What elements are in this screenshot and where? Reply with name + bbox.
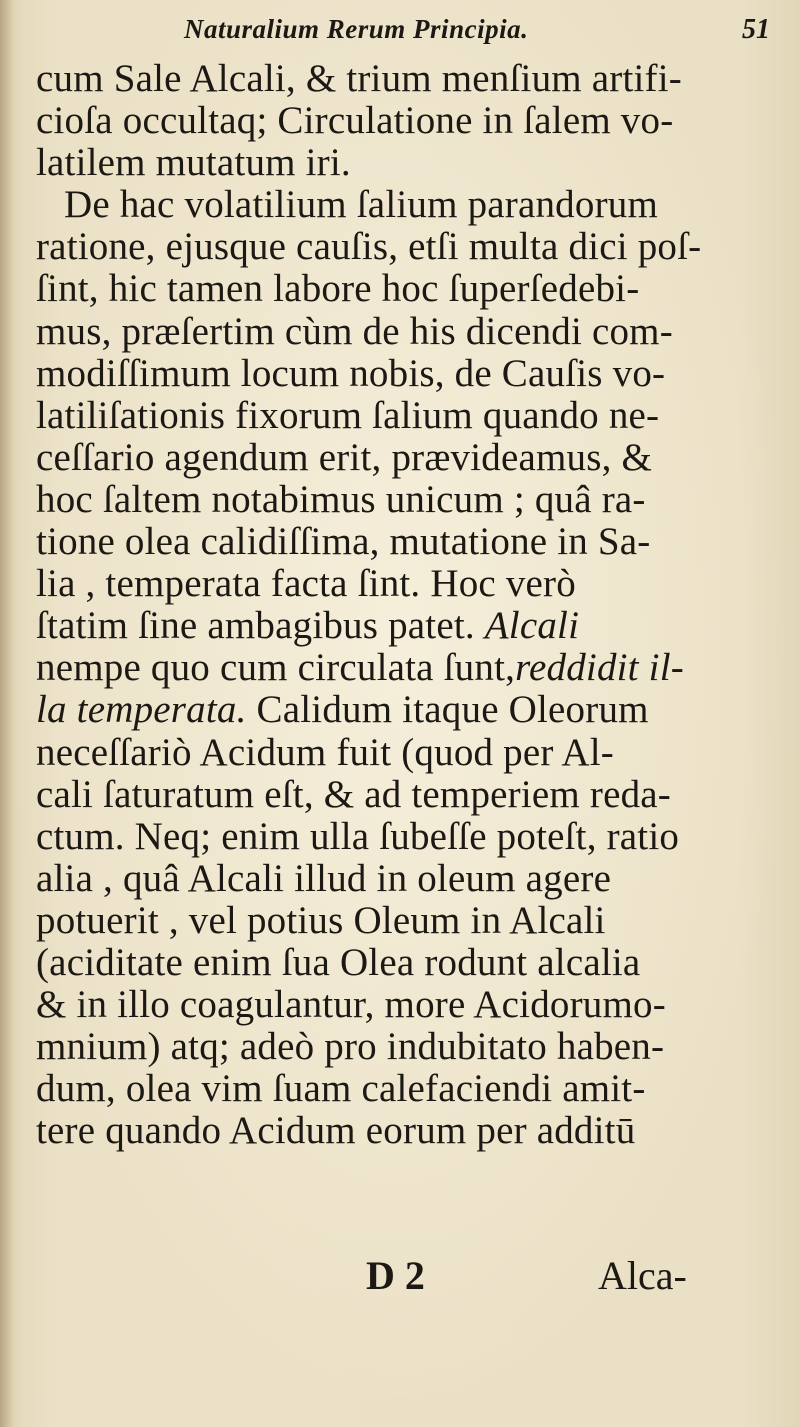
text-segment: nempe quo cum circulata ſunt, [36,647,516,690]
text-line: potuerit , vel potius Oleum in Alcali [36,899,606,942]
text-line: cum Sale Alcali, & trium menſium artifi- [36,58,682,100]
text-line: tere quando Acidum eorum per additū [36,1110,636,1153]
text-line: neceſſariò Acidum fuit (quod per Al- [36,731,614,774]
gutter-shadow [0,0,14,1427]
text-line: alia , quâ Alcali illud in oleum agere [36,857,612,900]
text-line: cali ſaturatum eſt, & ad temperiem reda- [36,773,671,816]
text-line: modiſſimum locum nobis, de Cauſis vo- [36,352,666,395]
page-footer [36,1252,788,1296]
text-line: mus, præſertim cùm de his dicendi com- [36,310,673,353]
text-line [36,689,788,731]
italic-phrase: reddidit il- [515,647,684,690]
catchword: Alca- [598,1253,687,1298]
text-line: ceſſario agendum erit, prævideamus, & [36,436,653,479]
text-line: (aciditate enim ſua Olea rodunt alcalia [36,941,641,984]
text-line: hoc ſaltem notabimus unicum ; quâ ra- [36,478,646,521]
text-line: ctum. Neq; enim ulla ſubeſſe poteſt, ratio [36,815,680,858]
text-line: mnium) atq; adeò pro indubitato haben- [36,1026,665,1069]
text-line: latilem mutatum iri. [36,142,351,185]
page-number: 51 [742,14,770,45]
text-line: ratione, ejusque cauſis, etſi multa dici poſ- [36,226,702,269]
text-line: ſint, hic tamen labore hoc ſuperſedebi- [36,268,640,311]
italic-phrase: la temperata. [36,689,247,732]
text-line: dum, olea vim ſuam calefaciendi amit- [36,1068,646,1111]
text-line: tione olea calidiſſima, mutatione in Sa- [36,521,651,564]
text-line: & in illo coagulantur, more Acidorumo- [36,984,666,1027]
text-segment: ſtatim ſine ambagibus patet. [36,605,475,648]
body-text [36,58,788,1152]
text-line: De hac volatilium ſalium parandorum [64,184,658,227]
text-line: latiliſationis fixorum ſalium quando ne- [36,394,660,437]
text-line [36,647,788,689]
text-line: cioſa occultaq; Circulatione in ſalem vo- [36,100,674,143]
italic-term: Alcali [484,605,580,648]
running-head: Naturalium Rerum Principia. [184,14,529,44]
signature-mark: D 2 [366,1253,425,1298]
text-line [36,605,788,647]
text-line: lia , temperata facta ſint. Hoc verò [36,563,576,606]
text-segment: Calidum itaque Oleorum [256,689,649,732]
